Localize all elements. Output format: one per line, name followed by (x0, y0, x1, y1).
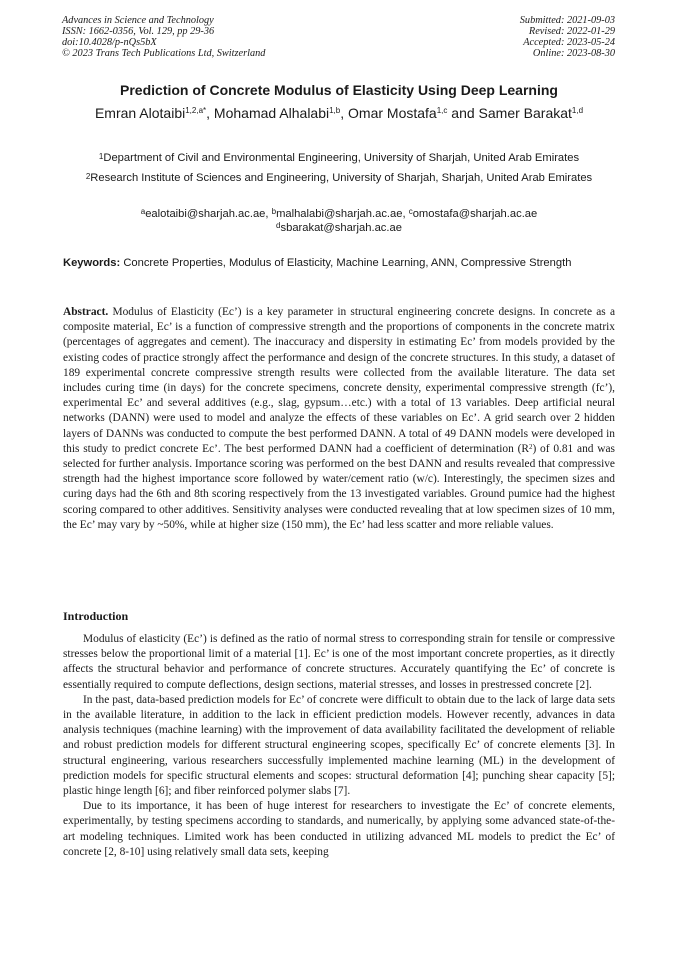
journal-copyright: © 2023 Trans Tech Publications Ltd, Switzerland (62, 48, 266, 59)
keywords (63, 256, 615, 271)
affiliation-number: 2 (85, 172, 91, 181)
email-address[interactable]: omostafa@sharjah.ac.ae (412, 208, 538, 220)
keywords-label: Keywords: (63, 257, 121, 269)
journal-name: Advances in Science and Technology (62, 15, 214, 26)
author-affiliation-sup: 1,c (436, 106, 448, 115)
paragraph: Due to its importance, it has been of huge interest for researchers to investigate the Ec’ of concrete elements, experimentally, by testing specimens according to standards, and numerically, by applying some advanced state-of-the-art modeling techniques. Limited work has been conducted in utilizing advanced ML models to predict the Ec’ of concrete [2, 8-10] using relatively small data sets, keeping (63, 800, 615, 858)
date-revised: Revised: 2022-01-29 (528, 26, 615, 37)
author-name: Omar Mostafa (348, 105, 437, 121)
paragraph: In the past, data-based prediction models for Ec’ of concrete were difficult to obtain due to the lack of large data sets in the available literature, in addition to the lack in efficient prediction models. However recently, advances in data analysis techniques (machine learning) with the improvement of data availability facilitated the development of reliable and robust prediction models for different structural engineering scopes, specifically Ec’ of concrete elements [3]. In structural engineering, various researchers successfully implemented machine learning (ML) in the development of prediction models for specific structural elements and scopes: structural deformation [4]; punching shear capacity [5]; plastic hinge length [6]; and fiber reinforced polymer slabs [7]. (63, 693, 615, 798)
author-name: Mohamad Alhalabi (213, 105, 330, 121)
affiliation (75, 171, 603, 186)
affiliation (40, 151, 638, 166)
author-separator: and (447, 105, 479, 121)
journal-info (62, 15, 265, 59)
paper-title: Prediction of Concrete Modulus of Elasticity Using Deep Learning (120, 82, 558, 98)
section-heading-introduction: Introduction (63, 609, 129, 623)
author-separator: , (340, 105, 349, 121)
abstract-superscript: 2 (528, 442, 533, 451)
email-address[interactable]: malhalabi@sharjah.ac.ae (276, 208, 403, 220)
journal-issn: ISSN: 1662-0356, Vol. 129, pp 29-36 (62, 26, 215, 37)
abstract-text: Modulus of Elasticity (Ec’) is a key parameter in structural engineering concrete designs. In concrete as a composite material, Ec’ is a function of compressive strength and the proportions of components in the concrete matrix (percentages of aggregates and cement). The inaccuracy and dispersity in estimating Ec’ from models provided by the existing codes of practice strongly affect the performance and design of the concrete structures. In this study, a dataset of 189 experimental concrete compressive strength results were collected from the available literature. The data set includes curing time (in days) for the concrete specimens, concrete density, experimental compressive strength (fc’), experimental Ec’ and several additives (e.g., slag, gypsum…etc.) with a total of 13 variables. Deep artificial neural networks (DANN) were used to model and analyze the effects of these variables on Ec’. A grid search over 2 hidden layers of DANNs was conducted to compute the best performed DANN. A total of 49 DANN models were developed in this study to predict concrete Ec’. The best performed DANN had a coefficient of determination (R (63, 306, 615, 455)
email-sup: d (276, 221, 281, 230)
author-name: Emran Alotaibi (94, 105, 186, 121)
journal-doi[interactable]: doi:10.4028/p-nQs5bX (62, 37, 157, 48)
email-address[interactable]: ealotaibi@sharjah.ac.ae (145, 208, 266, 220)
author-separator: , (206, 105, 214, 121)
email-address[interactable]: sbarakat@sharjah.ac.ae (280, 222, 402, 234)
affiliation-number: 1 (98, 152, 104, 161)
date-accepted: Accepted: 2023-05-24 (523, 37, 615, 48)
email-separator: , (265, 208, 272, 220)
email-sup: c (408, 207, 413, 216)
date-submitted: Submitted: 2021-09-03 (519, 15, 615, 26)
date-online: Online: 2023-08-30 (532, 48, 615, 59)
author-affiliation-sup: 1,b (329, 106, 341, 115)
abstract-text-cont: ) of 0.81 and was selected for further analysis. Importance scoring was performed on the best DANN and results revealed that compressive strength had the highest importance score followed by water/cement ratio (w/c). Interestingly, the specimen sizes and curing days had the 6th and 8th scoring respectively from the 13 investigated variables. Ground pumice had the highest scoring compared to other additives. Sensitivity analyses were conducted revealing that at low specimen sizes of 10 mm, the Ec’ may vary by ~50%, while at higher size (150 mm), the Ec’ had less scatter and more reliable values. (63, 442, 615, 531)
author-affiliation-sup: 1,d (571, 106, 584, 115)
author-emails (60, 207, 618, 235)
email-sup: a (140, 207, 146, 216)
paragraph: Modulus of elasticity (Ec’) is defined as the ratio of normal stress to corresponding strain for tensile or compressive stresses below the proportional limit of a material [1]. Ec’ is one of the most important concrete properties, as it directly affects the structural behavior and performance of concrete structures. Accurately quantifying the Ec’ of concrete is essentially required to compute deflections, design sections, material stresses, and losses in prestressed concrete [2]. (63, 633, 615, 691)
publication-dates (520, 15, 615, 59)
email-sup: b (271, 207, 277, 216)
keywords-text: Concrete Properties, Modulus of Elasticity, Machine Learning, ANN, Compressive Strength (123, 257, 572, 269)
abstract-label: Abstract. (63, 306, 109, 318)
affiliation-text: Research Institute of Sciences and Engineering, University of Sharjah, Sharjah, United Arab Emirates (90, 172, 593, 184)
email-separator: , (402, 208, 409, 220)
author-affiliation-sup: 1,2,a* (185, 106, 207, 115)
abstract (63, 305, 615, 533)
author-list (60, 104, 618, 122)
affiliation-text: Department of Civil and Environmental Engineering, University of Sharjah, United Arab Emirates (103, 152, 580, 164)
author-name: Samer Barakat (478, 105, 572, 121)
introduction-body (63, 632, 615, 860)
